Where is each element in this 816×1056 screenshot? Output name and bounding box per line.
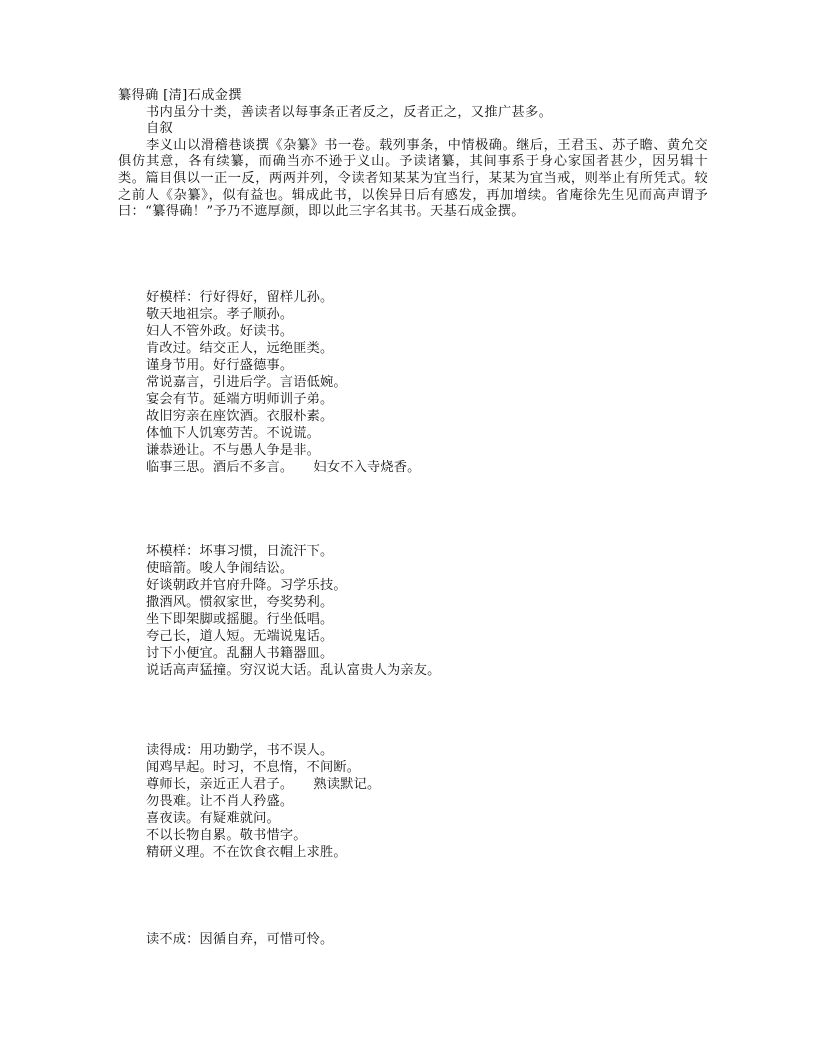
list-item: 宴会有节。延端方明师训子弟。 [146, 392, 334, 407]
list-item: 不以长物自累。敬书惜字。 [146, 828, 307, 843]
list-item: 临事三思。酒后不多言。 妇女不入寺烧香。 [146, 460, 421, 475]
preface-heading: 自叙 [146, 121, 174, 137]
list-item: 谦恭逊让。不与愚人争是非。 [146, 443, 321, 458]
section-study-failure [146, 931, 333, 948]
list-item: 讨下小便宜。乱翻人书籍器皿。 [146, 646, 334, 661]
list-item: 体恤下人饥寒劳苦。不说谎。 [146, 426, 321, 441]
section-good-model [146, 289, 421, 476]
preface-body: 李义山以滑稽巷谈撰《杂纂》书一卷。载列事条，中情极确。继后，王君玉、苏子瞻、黄允交俱仿其意，各有续纂，而确当亦不逊于义山。予读诸纂，其间事系于身心家国者甚少，因另辑十类。篇目俱以一正一反，两两并列，令读者知某某为宜当行，某某为宜当戒，则举止有所凭式。较之前人《杂纂》，似有益也。辑成此书，以俟异日后有感发，再加增续。省庵徐先生见而高声谓予曰：“纂得确！”予乃不遮厚颜，即以此三字名其书。天基石成金撰。 [118, 137, 708, 220]
preface-block [118, 88, 708, 221]
list-item: 说话高声猛撞。穷汉说大话。乱认富贵人为亲友。 [146, 663, 441, 678]
list-item: 闻鸡早起。时习，不息惰，不间断。 [146, 760, 361, 775]
list-item: 妇人不管外政。好读书。 [146, 324, 294, 339]
list-item: 尊师长，亲近正人君子。 熟读默记。 [146, 777, 381, 792]
list-item: 精研义理。不在饮食衣帽上求胜。 [146, 845, 347, 860]
section-heading: 坏模样：坏事习惯，日流汗下。 [146, 544, 334, 559]
section-heading: 读不成：因循自弃，可惜可怜。 [146, 932, 334, 947]
document-title: 纂得确 [清]石成金撰 [118, 88, 242, 103]
list-item: 常说嘉言，引进后学。言语低婉。 [146, 375, 347, 390]
list-item: 肯改过。结交正人，远绝匪类。 [146, 341, 334, 356]
intro-note: 书内虽分十类，善读者以每事条正者反之，反者正之，又推广甚多。 [146, 104, 553, 120]
list-item: 喜夜读。有疑难就问。 [146, 811, 280, 826]
list-item: 勿畏难。让不肖人矜盛。 [146, 794, 294, 809]
list-item: 好谈朝政并官府升降。习学乐技。 [146, 578, 347, 593]
list-item: 敬天地祖宗。孝子顺孙。 [146, 307, 294, 322]
section-heading: 读得成：用功勤学，书不误人。 [146, 743, 334, 758]
section-heading: 好模样：行好得好，留样儿孙。 [146, 290, 334, 305]
section-study-success [146, 742, 380, 861]
list-item: 使暗箭。唆人争闹结讼。 [146, 561, 294, 576]
list-item: 故旧穷亲在座饮酒。衣服朴素。 [146, 409, 334, 424]
section-bad-model [146, 543, 441, 679]
list-item: 夸己长，道人短。无端说鬼话。 [146, 629, 334, 644]
list-item: 撒酒风。惯叙家世，夸奖势利。 [146, 595, 334, 610]
list-item: 坐下即架脚或摇腿。行坐低唱。 [146, 612, 334, 627]
list-item: 谨身节用。好行盛德事。 [146, 358, 294, 373]
